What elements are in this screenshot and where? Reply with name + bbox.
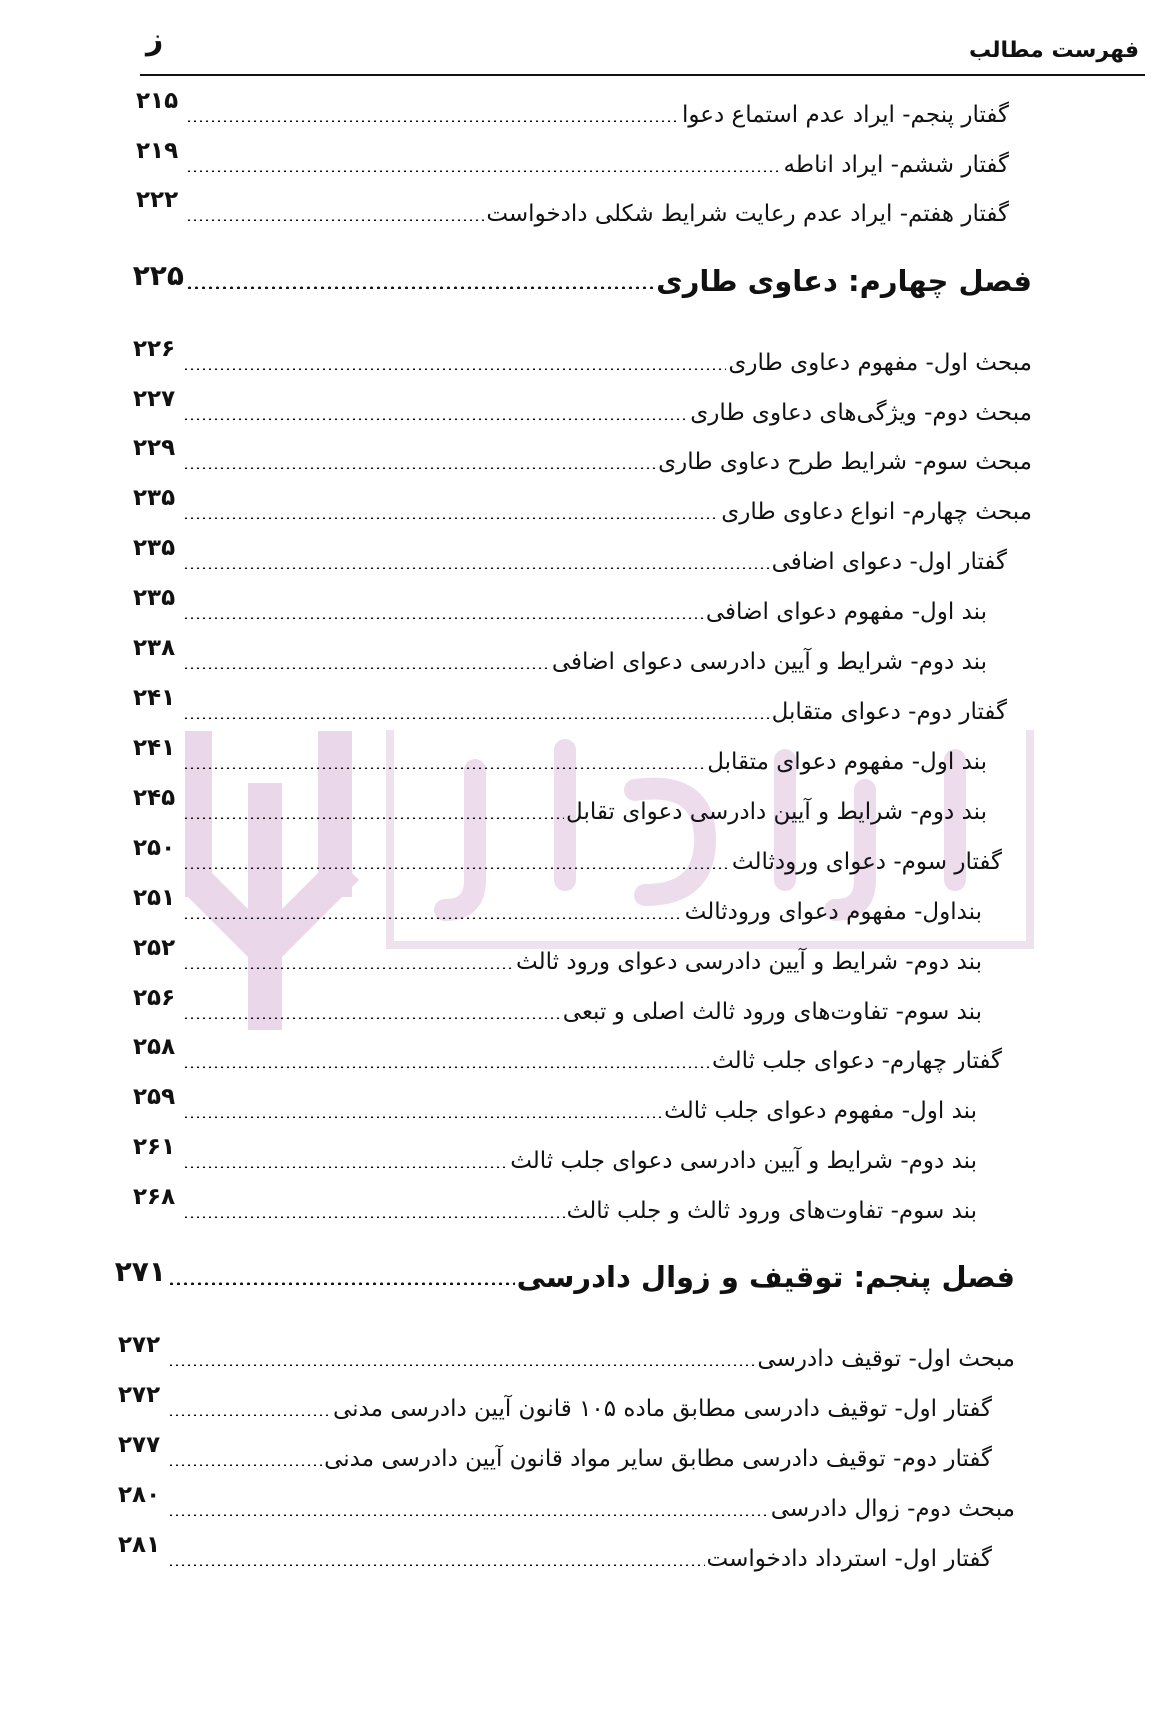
toc-entry-title: گفتار هفتم- ایراد عدم رعایت شرایط شکلی دادخواست <box>486 201 1009 227</box>
toc-entry-section <box>136 140 1009 190</box>
toc-entry-title: مبحث اول- مفهوم دعاوی طاری <box>728 350 1032 376</box>
toc-entry-clause <box>133 1136 977 1186</box>
toc-page-number: ۲۳۵ <box>133 535 176 561</box>
toc-entry-clause <box>133 1186 977 1236</box>
toc-page-number: ۲۷۷ <box>118 1432 161 1458</box>
toc-entry-section <box>118 1484 1015 1534</box>
toc-page-number: ۲۷۲ <box>118 1382 161 1408</box>
running-header-title: فهرست مطالب <box>968 38 1139 63</box>
dot-leader <box>183 1017 561 1019</box>
toc-page-number: ۲۱۹ <box>136 138 179 164</box>
toc-entry-subsection <box>118 1384 992 1434</box>
toc-chapter-heading <box>114 1252 1015 1302</box>
toc-entry-subsection <box>118 1434 992 1484</box>
toc-page-number: ۲۳۵ <box>133 585 176 611</box>
dot-leader <box>183 1166 508 1168</box>
toc-page-number: ۲۲۲ <box>136 187 179 213</box>
dot-leader <box>168 1564 705 1566</box>
toc-page-number: ۲۳۸ <box>133 635 176 661</box>
toc-entry-title: مبحث سوم- شرایط طرح دعاوی طاری <box>658 449 1032 475</box>
toc-page-number: ۲۵۰ <box>133 835 176 861</box>
toc-page-number: ۲۶۸ <box>133 1184 176 1210</box>
dot-leader <box>183 667 550 669</box>
toc-entry-section <box>133 338 1032 388</box>
dot-leader <box>168 1282 515 1285</box>
dot-leader <box>186 120 680 122</box>
dot-leader <box>183 517 719 519</box>
toc-page-number: ۲۲۷ <box>133 386 176 412</box>
toc-entry-subsection <box>133 537 1007 587</box>
dot-leader <box>183 1116 662 1118</box>
toc-entry-title: گفتار پنجم- ایراد عدم استماع دعوا <box>681 102 1009 128</box>
dot-leader <box>183 817 564 819</box>
toc-entry-clause <box>133 887 982 937</box>
toc-entry-clause <box>133 737 987 787</box>
toc-entry-title: مبحث چهارم- انواع دعاوی طاری <box>721 499 1032 525</box>
toc-entry-title: گفتار چهارم- دعوای جلب ثالث <box>711 1048 1002 1074</box>
toc-page-number: ۲۵۹ <box>133 1084 176 1110</box>
toc-page-number: ۲۵۶ <box>133 985 176 1011</box>
toc-entry-title: مبحث دوم- زوال دادرسی <box>770 1496 1015 1522</box>
dot-leader <box>183 967 514 969</box>
toc-page-number: ۲۴۱ <box>133 685 176 711</box>
toc-entry-section <box>133 487 1032 537</box>
toc-entry-clause <box>133 1086 977 1136</box>
toc-page-number: ۲۱۵ <box>136 88 179 114</box>
dot-leader <box>183 717 770 719</box>
toc-page-number: ۲۸۰ <box>118 1482 161 1508</box>
toc-entry-title: بنداول- مفهوم دعوای ورودثالث <box>684 899 982 925</box>
toc-entry-title: گفتار ششم- ایراد اناطه <box>783 152 1009 178</box>
toc-page-number: ۲۲۶ <box>133 336 176 362</box>
toc-entry-clause <box>133 937 982 987</box>
dot-leader <box>168 1414 331 1416</box>
toc-entry-clause <box>133 637 987 687</box>
toc-entry-title: گفتار اول- دعوای اضافی <box>771 549 1007 575</box>
toc-chapter-title: فصل پنجم: توقیف و زوال دادرسی <box>516 1260 1015 1294</box>
toc-chapter-heading <box>132 256 1032 306</box>
toc-entry-title: بند دوم- شرایط و آیین دادرسی دعوای جلب ثالث <box>510 1148 977 1174</box>
toc-page-number: ۲۶۱ <box>133 1134 176 1160</box>
dot-leader <box>183 1216 565 1218</box>
toc-entry-subsection <box>133 837 1002 887</box>
toc-entry-section <box>118 1334 1015 1384</box>
toc-page-number: ۲۵۸ <box>133 1034 176 1060</box>
toc-entry-title: بند اول- مفهوم دعوای متقابل <box>707 749 987 775</box>
toc-entry-title: بند دوم- شرایط و آیین دادرسی دعوای تقابل <box>566 799 987 825</box>
toc-page-number: ۲۳۵ <box>133 485 176 511</box>
toc-entry-title: گفتار سوم- دعوای ورودثالث <box>731 849 1002 875</box>
toc-entry-title: گفتار اول- توقیف دادرسی مطابق ماده ۱۰۵ قانون آیین دادرسی مدنی <box>333 1396 992 1422</box>
toc-entry-subsection <box>133 687 1007 737</box>
dot-leader <box>183 467 656 469</box>
toc-entry-title: بند سوم- تفاوت‌های ورود ثالث و جلب ثالث <box>566 1198 977 1224</box>
toc-page-number: ۲۸۱ <box>118 1532 161 1558</box>
dot-leader <box>183 368 726 370</box>
toc-entry-subsection <box>118 1534 992 1584</box>
toc-entry-clause <box>133 787 987 837</box>
dot-leader <box>168 1364 755 1366</box>
toc-entry-section <box>136 189 1009 239</box>
toc-entry-title: بند دوم- شرایط و آیین دادرسی دعوای ورود ثالث <box>516 949 982 975</box>
toc-page-number: ۲۵۱ <box>133 885 176 911</box>
dot-leader <box>186 219 484 221</box>
toc-entry-title: مبحث اول- توقیف دادرسی <box>757 1346 1015 1372</box>
dot-leader <box>168 1464 322 1466</box>
toc-page-number: ۲۴۱ <box>133 735 176 761</box>
toc-entry-section <box>133 437 1032 487</box>
toc-entry-title: گفتار اول- استرداد دادخواست <box>706 1546 992 1572</box>
dot-leader <box>168 1514 769 1516</box>
toc-entry-clause <box>133 987 982 1037</box>
toc-page-number: ۲۷۲ <box>118 1332 161 1358</box>
dot-leader <box>186 170 781 172</box>
toc-entry-title: گفتار دوم- توقیف دادرسی مطابق سایر مواد قانون آیین دادرسی مدنی <box>324 1446 992 1472</box>
page-number-letter: ز <box>146 22 164 57</box>
dot-leader <box>183 567 770 569</box>
dot-leader <box>186 286 654 289</box>
dot-leader <box>183 767 705 769</box>
toc-entry-title: بند دوم- شرایط و آیین دادرسی دعوای اضافی <box>551 649 987 675</box>
toc-entry-title: مبحث دوم- ویژگی‌های دعاوی طاری <box>690 400 1032 426</box>
toc-entry-section <box>133 388 1032 438</box>
toc-page-number: ۲۵۲ <box>133 935 176 961</box>
toc-page-number: ۲۷۱ <box>114 1254 166 1288</box>
toc-entry-title: بند اول- مفهوم دعوای جلب ثالث <box>664 1098 977 1124</box>
dot-leader <box>183 617 704 619</box>
toc-page-number: ۲۲۹ <box>133 435 176 461</box>
toc-entry-section <box>136 90 1009 140</box>
toc-entry-subsection <box>133 1036 1002 1086</box>
dot-leader <box>183 867 730 869</box>
dot-leader <box>183 418 688 420</box>
dot-leader <box>183 917 683 919</box>
toc-page-number: ۲۴۵ <box>133 785 176 811</box>
toc-chapter-title: فصل چهارم: دعاوی طاری <box>656 264 1032 298</box>
toc-page-number: ۲۲۵ <box>132 258 184 292</box>
toc-entry-title: بند سوم- تفاوت‌های ورود ثالث اصلی و تبعی <box>562 999 982 1025</box>
dot-leader <box>183 1066 710 1068</box>
toc-entry-title: گفتار دوم- دعوای متقابل <box>771 699 1007 725</box>
toc-entry-clause <box>133 587 987 637</box>
toc-entry-title: بند اول- مفهوم دعوای اضافی <box>705 599 987 625</box>
